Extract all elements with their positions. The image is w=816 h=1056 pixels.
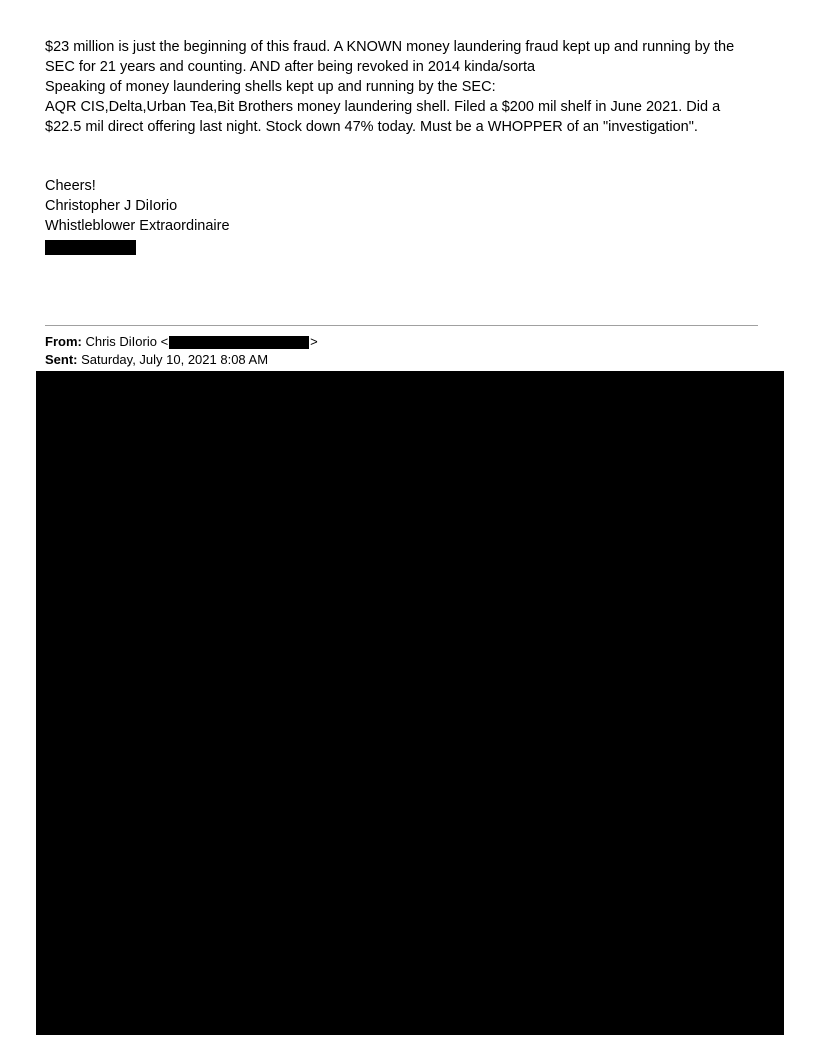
sent-value: Saturday, July 10, 2021 8:08 AM — [81, 352, 269, 367]
email-body — [45, 37, 760, 137]
email-divider — [45, 325, 758, 326]
from-name: Chris DiIorio < — [85, 334, 169, 349]
body-paragraph-1: $23 million is just the beginning of this fraud. A KNOWN money laundering fraud kept up and running by the SEC for 21 years and counting. AND after being revoked in 2014 kinda/sorta — [45, 39, 735, 75]
redaction-bar-email — [169, 336, 309, 349]
redaction-bar-signature — [45, 240, 136, 255]
redaction-block-large — [36, 371, 784, 1035]
signature-greeting: Cheers! — [45, 178, 96, 194]
body-paragraph-3: AQR CIS,Delta,Urban Tea,Bit Brothers money laundering shell. Filed a $200 mil shelf in June 2021. Did a $22.5 mil direct offering last night. Stock down 47% today. Must be a WHOPPER of an "investigation". — [45, 99, 721, 135]
signature-title: Whistleblower Extraordinaire — [45, 218, 230, 234]
from-row — [45, 333, 745, 351]
email-header — [45, 333, 745, 369]
from-label: From: — [45, 334, 86, 349]
sent-row — [45, 351, 745, 369]
body-paragraph-2: Speaking of money laundering shells kept up and running by the SEC: — [45, 79, 496, 95]
signature-name: Christopher J DiIorio — [45, 198, 178, 214]
from-close: > — [310, 334, 318, 349]
signature-block — [45, 176, 445, 236]
sent-label: Sent: — [45, 352, 82, 367]
